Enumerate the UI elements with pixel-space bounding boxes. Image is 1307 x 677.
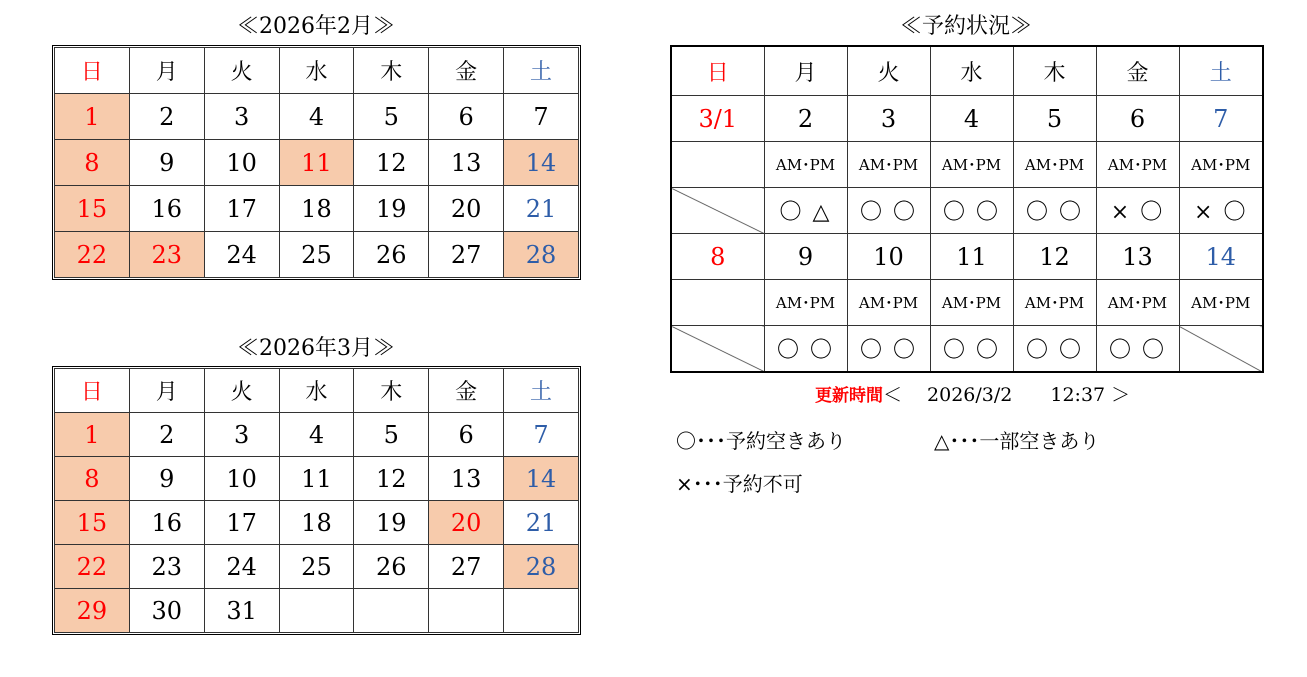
day-cell: 13 bbox=[429, 140, 504, 186]
weekday-fri: 金 bbox=[429, 48, 504, 94]
february-calendar bbox=[54, 47, 579, 278]
weekday-sat: 土 bbox=[1179, 46, 1263, 96]
reservation-day-row bbox=[671, 96, 1263, 142]
ampm-cell: AM･PM bbox=[1013, 280, 1096, 326]
weekday-tue: 火 bbox=[204, 48, 279, 94]
weekday-mon: 月 bbox=[764, 46, 847, 96]
ampm-cell: AM･PM bbox=[1096, 280, 1179, 326]
weekday-fri: 金 bbox=[1096, 46, 1179, 96]
diagonal-empty-cell bbox=[671, 326, 764, 373]
day-cell: 2 bbox=[129, 413, 204, 457]
day-cell: 10 bbox=[204, 140, 279, 186]
ampm-cell: AM･PM bbox=[1096, 142, 1179, 188]
week-row bbox=[55, 186, 579, 232]
day-cell: 8 bbox=[55, 140, 130, 186]
day-cell: 28 bbox=[504, 232, 579, 278]
ampm-cell: AM･PM bbox=[1013, 142, 1096, 188]
reservation-status-table bbox=[670, 45, 1264, 373]
availability-cell: 〇 〇 bbox=[1013, 188, 1096, 234]
day-cell: 21 bbox=[504, 501, 579, 545]
day-cell: 29 bbox=[55, 589, 130, 633]
reservation-day: 14 bbox=[1179, 234, 1263, 280]
reservation-day: 12 bbox=[1013, 234, 1096, 280]
empty-cell bbox=[429, 589, 504, 633]
day-cell: 31 bbox=[204, 589, 279, 633]
ampm-cell: AM･PM bbox=[764, 280, 847, 326]
day-cell: 19 bbox=[354, 186, 429, 232]
day-cell: 14 bbox=[504, 457, 579, 501]
day-cell: 8 bbox=[55, 457, 130, 501]
day-cell: 24 bbox=[204, 232, 279, 278]
weekday-wed: 水 bbox=[279, 48, 354, 94]
day-cell: 25 bbox=[279, 545, 354, 589]
day-cell: 4 bbox=[279, 413, 354, 457]
week-row bbox=[55, 232, 579, 278]
reservation-day: 10 bbox=[847, 234, 930, 280]
week-row bbox=[55, 457, 579, 501]
week-row bbox=[55, 545, 579, 589]
empty-cell bbox=[504, 589, 579, 633]
weekday-mon: 月 bbox=[129, 48, 204, 94]
availability-cell: 〇 〇 bbox=[764, 326, 847, 373]
reservation-day: 11 bbox=[930, 234, 1013, 280]
ampm-row bbox=[671, 280, 1263, 326]
week-row bbox=[55, 140, 579, 186]
weekday-mon: 月 bbox=[129, 369, 204, 413]
weekday-sat: 土 bbox=[504, 369, 579, 413]
empty-cell bbox=[279, 589, 354, 633]
reservation-day: 5 bbox=[1013, 96, 1096, 142]
day-cell: 3 bbox=[204, 94, 279, 140]
reservation-status-title: ≪予約状況≫ bbox=[899, 14, 1032, 39]
march-calendar-title: ≪2026年3月≫ bbox=[237, 336, 395, 361]
reservation-day: 8 bbox=[671, 234, 764, 280]
weekday-wed: 水 bbox=[279, 369, 354, 413]
diagonal-empty-cell bbox=[1179, 326, 1263, 373]
ampm-cell: AM･PM bbox=[764, 142, 847, 188]
weekday-thu: 木 bbox=[354, 369, 429, 413]
week-row bbox=[55, 413, 579, 457]
day-cell: 22 bbox=[55, 545, 130, 589]
ampm-cell: AM･PM bbox=[847, 142, 930, 188]
ampm-row bbox=[671, 142, 1263, 188]
day-cell: 17 bbox=[204, 501, 279, 545]
day-cell: 26 bbox=[354, 545, 429, 589]
weekday-thu: 木 bbox=[1013, 46, 1096, 96]
day-cell: 7 bbox=[504, 94, 579, 140]
availability-cell: 〇 〇 bbox=[1013, 326, 1096, 373]
availability-cell: 〇 〇 bbox=[847, 188, 930, 234]
legend-unavailable: ×･･･予約不可 bbox=[676, 472, 803, 496]
day-cell: 1 bbox=[55, 94, 130, 140]
day-cell: 17 bbox=[204, 186, 279, 232]
day-cell: 24 bbox=[204, 545, 279, 589]
day-cell: 11 bbox=[279, 457, 354, 501]
day-cell: 16 bbox=[129, 186, 204, 232]
reservation-day: 3 bbox=[847, 96, 930, 142]
availability-cell: 〇 〇 bbox=[1096, 326, 1179, 373]
reservation-day: 6 bbox=[1096, 96, 1179, 142]
february-calendar-title: ≪2026年2月≫ bbox=[237, 14, 395, 39]
weekday-sun: 日 bbox=[55, 48, 130, 94]
day-cell: 9 bbox=[129, 140, 204, 186]
day-cell: 1 bbox=[55, 413, 130, 457]
day-cell: 14 bbox=[504, 140, 579, 186]
availability-cell: 〇 〇 bbox=[847, 326, 930, 373]
day-cell: 27 bbox=[429, 232, 504, 278]
reservation-day: 4 bbox=[930, 96, 1013, 142]
day-cell: 5 bbox=[354, 94, 429, 140]
reservation-day: 13 bbox=[1096, 234, 1179, 280]
weekday-fri: 金 bbox=[429, 369, 504, 413]
week-row bbox=[55, 94, 579, 140]
ampm-cell: AM･PM bbox=[930, 142, 1013, 188]
legend-partial: △･･･一部空きあり bbox=[934, 429, 1100, 453]
reservation-day: 3/1 bbox=[671, 96, 764, 142]
availability-cell: × 〇 bbox=[1179, 188, 1263, 234]
reservation-day: 7 bbox=[1179, 96, 1263, 142]
day-cell: 27 bbox=[429, 545, 504, 589]
week-row bbox=[55, 501, 579, 545]
last-updated-label: 更新時間 bbox=[815, 386, 883, 406]
diagonal-empty-cell bbox=[671, 188, 764, 234]
day-cell: 18 bbox=[279, 501, 354, 545]
weekday-wed: 水 bbox=[930, 46, 1013, 96]
availability-cell: × 〇 bbox=[1096, 188, 1179, 234]
day-cell: 28 bbox=[504, 545, 579, 589]
day-cell: 6 bbox=[429, 94, 504, 140]
last-updated-value: ＜ 2026/3/2 12:37 ＞ bbox=[883, 384, 1131, 406]
availability-cell: 〇 〇 bbox=[930, 188, 1013, 234]
day-cell: 15 bbox=[55, 186, 130, 232]
day-cell: 22 bbox=[55, 232, 130, 278]
day-cell: 13 bbox=[429, 457, 504, 501]
availability-cell: 〇 △ bbox=[764, 188, 847, 234]
day-cell: 4 bbox=[279, 94, 354, 140]
day-cell: 23 bbox=[129, 232, 204, 278]
empty-cell bbox=[354, 589, 429, 633]
weekday-sun: 日 bbox=[671, 46, 764, 96]
weekday-thu: 木 bbox=[354, 48, 429, 94]
weekday-header-row bbox=[55, 48, 579, 94]
day-cell: 2 bbox=[129, 94, 204, 140]
day-cell: 20 bbox=[429, 501, 504, 545]
day-cell: 15 bbox=[55, 501, 130, 545]
weekday-header-row bbox=[55, 369, 579, 413]
day-cell: 26 bbox=[354, 232, 429, 278]
day-cell: 23 bbox=[129, 545, 204, 589]
day-cell: 3 bbox=[204, 413, 279, 457]
day-cell: 9 bbox=[129, 457, 204, 501]
ampm-cell: AM･PM bbox=[847, 280, 930, 326]
reservation-day: 2 bbox=[764, 96, 847, 142]
day-cell: 10 bbox=[204, 457, 279, 501]
reservation-day: 9 bbox=[764, 234, 847, 280]
day-cell: 11 bbox=[279, 140, 354, 186]
last-updated bbox=[815, 380, 1130, 407]
day-cell: 25 bbox=[279, 232, 354, 278]
day-cell: 6 bbox=[429, 413, 504, 457]
weekday-header-row bbox=[671, 46, 1263, 96]
day-cell: 16 bbox=[129, 501, 204, 545]
ampm-cell: AM･PM bbox=[1179, 280, 1263, 326]
day-cell: 5 bbox=[354, 413, 429, 457]
ampm-cell: AM･PM bbox=[1179, 142, 1263, 188]
weekday-tue: 火 bbox=[204, 369, 279, 413]
day-cell: 12 bbox=[354, 457, 429, 501]
reservation-day-row bbox=[671, 234, 1263, 280]
march-calendar bbox=[54, 368, 579, 633]
availability-cell: 〇 〇 bbox=[930, 326, 1013, 373]
day-cell: 21 bbox=[504, 186, 579, 232]
day-cell: 18 bbox=[279, 186, 354, 232]
ampm-cell bbox=[671, 280, 764, 326]
day-cell: 30 bbox=[129, 589, 204, 633]
weekday-sat: 土 bbox=[504, 48, 579, 94]
day-cell: 20 bbox=[429, 186, 504, 232]
ampm-cell: AM･PM bbox=[930, 280, 1013, 326]
availability-row bbox=[671, 326, 1263, 373]
week-row bbox=[55, 589, 579, 633]
legend-available: 〇･･･予約空きあり bbox=[676, 429, 846, 453]
availability-row bbox=[671, 188, 1263, 234]
day-cell: 19 bbox=[354, 501, 429, 545]
day-cell: 12 bbox=[354, 140, 429, 186]
ampm-cell bbox=[671, 142, 764, 188]
weekday-tue: 火 bbox=[847, 46, 930, 96]
weekday-sun: 日 bbox=[55, 369, 130, 413]
day-cell: 7 bbox=[504, 413, 579, 457]
